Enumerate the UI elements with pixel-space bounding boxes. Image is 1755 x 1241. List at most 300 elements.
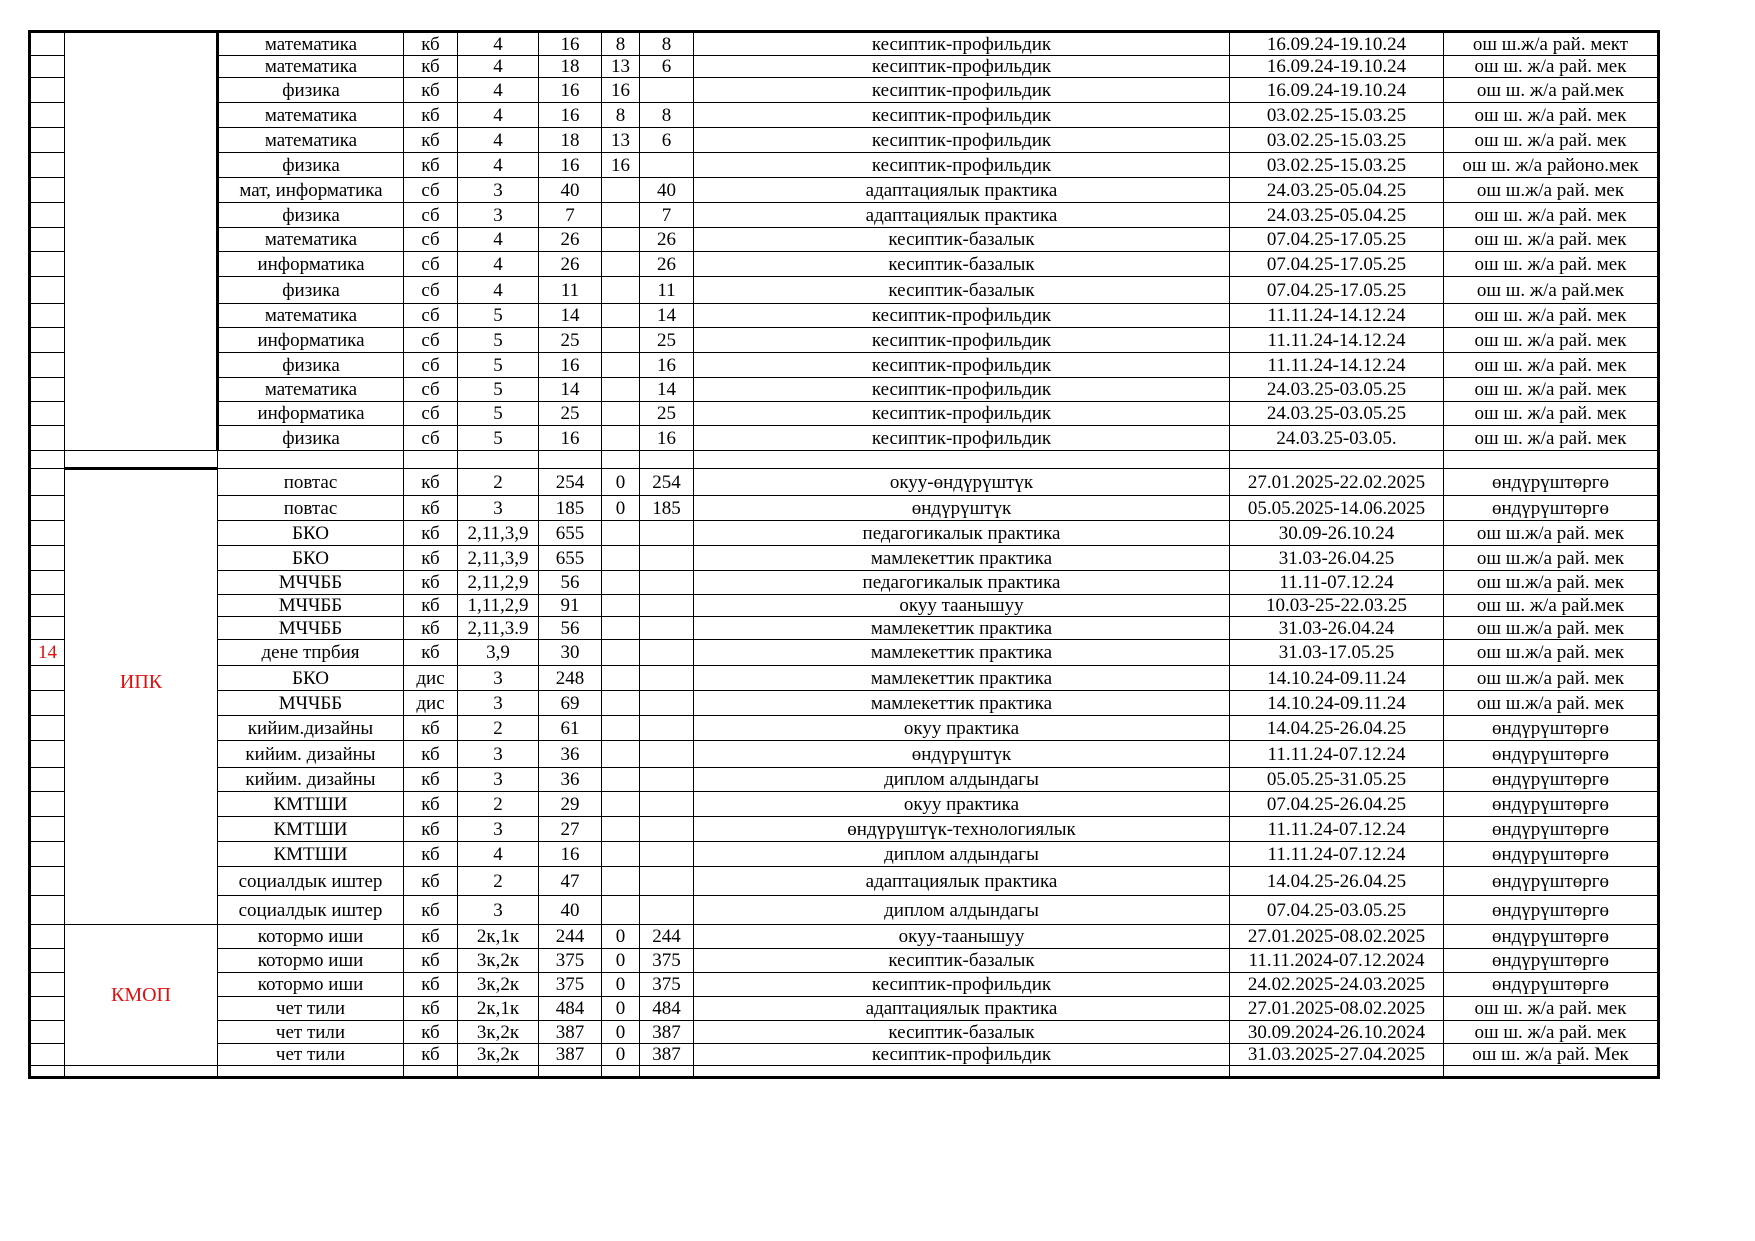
practice-type-cell: кесиптик-профильдик: [694, 353, 1230, 378]
count-cell: 26: [539, 228, 602, 252]
practice-type-cell: педагогикалык практика: [694, 571, 1230, 595]
form-cell: кб: [404, 1021, 458, 1044]
practice-type-cell: диплом алдындагы: [694, 768, 1230, 792]
row-number-cell: [30, 228, 65, 252]
count-a-cell: 16: [602, 78, 640, 103]
practice-type-cell: мамлекеттик практика: [694, 691, 1230, 716]
count-b-cell: [640, 867, 694, 896]
count-cell: 16: [539, 842, 602, 867]
location-cell: ош ш.ж/а рай. мек: [1444, 640, 1659, 666]
practice-type-cell: кесиптик-профильдик: [694, 328, 1230, 353]
count-cell: 25: [539, 328, 602, 353]
subject-cell: информатика: [218, 328, 404, 353]
empty-cell: [30, 1066, 65, 1078]
count-cell: 40: [539, 178, 602, 203]
table-row: [30, 768, 1659, 792]
count-a-cell: 0: [602, 925, 640, 949]
course-cell: 4: [458, 228, 539, 252]
form-cell: кб: [404, 595, 458, 617]
period-cell: 11.11.24-14.12.24: [1230, 353, 1444, 378]
count-b-cell: 254: [640, 469, 694, 496]
count-cell: 387: [539, 1021, 602, 1044]
empty-cell: [1444, 451, 1659, 469]
period-cell: 07.04.25-17.05.25: [1230, 277, 1444, 304]
count-a-cell: [602, 178, 640, 203]
empty-cell: [694, 1066, 1230, 1078]
form-cell: кб: [404, 741, 458, 768]
count-b-cell: [640, 153, 694, 178]
count-a-cell: 0: [602, 1044, 640, 1066]
empty-cell: [65, 1066, 218, 1078]
empty-cell: [1444, 1066, 1659, 1078]
practice-type-cell: окуу практика: [694, 792, 1230, 817]
empty-cell: [640, 451, 694, 469]
course-cell: 3: [458, 691, 539, 716]
table-row: [30, 378, 1659, 402]
table-row: [30, 353, 1659, 378]
subject-cell: БКО: [218, 666, 404, 691]
subject-cell: МЧЧББ: [218, 595, 404, 617]
location-cell: ош ш. ж/а рай. мек: [1444, 328, 1659, 353]
count-a-cell: [602, 546, 640, 571]
location-cell: ош ш. ж/а рай. мек: [1444, 402, 1659, 426]
empty-cell: [65, 451, 218, 469]
course-cell: 5: [458, 378, 539, 402]
empty-cell: [218, 451, 404, 469]
location-cell: ош ш.ж/а рай. мек: [1444, 571, 1659, 595]
period-cell: 30.09.2024-26.10.2024: [1230, 1021, 1444, 1044]
count-a-cell: [602, 617, 640, 640]
period-cell: 07.04.25-17.05.25: [1230, 252, 1444, 277]
period-cell: 24.03.25-05.04.25: [1230, 203, 1444, 228]
subject-cell: физика: [218, 203, 404, 228]
count-b-cell: 6: [640, 128, 694, 153]
table-row: [30, 1021, 1659, 1044]
row-number-cell: [30, 521, 65, 546]
count-cell: 375: [539, 949, 602, 973]
count-b-cell: [640, 817, 694, 842]
table-row: [30, 496, 1659, 521]
practice-type-cell: мамлекеттик практика: [694, 546, 1230, 571]
table-row: [30, 469, 1659, 496]
practice-type-cell: өндүрүштүк: [694, 496, 1230, 521]
count-cell: 40: [539, 896, 602, 925]
location-cell: өндүрүштөргө: [1444, 792, 1659, 817]
course-cell: 3к,2к: [458, 949, 539, 973]
count-b-cell: [640, 896, 694, 925]
count-a-cell: 8: [602, 32, 640, 56]
course-cell: 3: [458, 666, 539, 691]
count-cell: 25: [539, 402, 602, 426]
table-row: [30, 304, 1659, 328]
course-cell: 3к,2к: [458, 1021, 539, 1044]
count-cell: 61: [539, 716, 602, 741]
count-b-cell: 6: [640, 56, 694, 78]
subject-cell: котормо иши: [218, 949, 404, 973]
subject-cell: кийим.дизайны: [218, 716, 404, 741]
empty-cell: [404, 451, 458, 469]
count-a-cell: [602, 402, 640, 426]
location-cell: өндүрүштөргө: [1444, 867, 1659, 896]
count-cell: 18: [539, 128, 602, 153]
period-cell: 11.11.24-14.12.24: [1230, 328, 1444, 353]
period-cell: 14.04.25-26.04.25: [1230, 716, 1444, 741]
count-cell: 26: [539, 252, 602, 277]
location-cell: ош ш. ж/а рай. мек: [1444, 353, 1659, 378]
row-number-cell: [30, 304, 65, 328]
location-cell: өндүрүштөргө: [1444, 925, 1659, 949]
table-row: [30, 153, 1659, 178]
table-row: [30, 178, 1659, 203]
period-cell: 03.02.25-15.03.25: [1230, 153, 1444, 178]
table-row: [30, 792, 1659, 817]
count-a-cell: [602, 842, 640, 867]
count-b-cell: 375: [640, 949, 694, 973]
course-cell: 4: [458, 252, 539, 277]
subject-cell: физика: [218, 153, 404, 178]
period-cell: 14.04.25-26.04.25: [1230, 867, 1444, 896]
spacer-row: [30, 1066, 1659, 1078]
period-cell: 14.10.24-09.11.24: [1230, 691, 1444, 716]
form-cell: кб: [404, 617, 458, 640]
count-a-cell: [602, 252, 640, 277]
table-row: [30, 925, 1659, 949]
course-cell: 2: [458, 867, 539, 896]
practice-type-cell: кесиптик-профильдик: [694, 1044, 1230, 1066]
count-a-cell: 16: [602, 153, 640, 178]
course-cell: 3: [458, 203, 539, 228]
form-cell: кб: [404, 925, 458, 949]
empty-cell: [30, 451, 65, 469]
practice-type-cell: адаптациялык практика: [694, 203, 1230, 228]
form-cell: кб: [404, 768, 458, 792]
practice-schedule-table: [28, 30, 1660, 1079]
course-cell: 4: [458, 32, 539, 56]
location-cell: ош ш. ж/а рай. мек: [1444, 1021, 1659, 1044]
empty-cell: [1230, 451, 1444, 469]
count-b-cell: [640, 666, 694, 691]
course-cell: 3,9: [458, 640, 539, 666]
subject-cell: КМТШИ: [218, 842, 404, 867]
count-b-cell: 26: [640, 252, 694, 277]
practice-type-cell: окуу-өндүрүштүк: [694, 469, 1230, 496]
count-a-cell: 0: [602, 1021, 640, 1044]
subject-cell: математика: [218, 128, 404, 153]
table-row: [30, 716, 1659, 741]
practice-type-cell: кесиптик-базалык: [694, 228, 1230, 252]
row-number-cell: [30, 203, 65, 228]
location-cell: ош ш. ж/а рай. мек: [1444, 997, 1659, 1021]
form-cell: кб: [404, 997, 458, 1021]
empty-cell: [1230, 1066, 1444, 1078]
row-number-cell: [30, 997, 65, 1021]
course-cell: 5: [458, 304, 539, 328]
count-a-cell: [602, 571, 640, 595]
row-number-cell: [30, 716, 65, 741]
location-cell: ош ш.ж/а рай. мек: [1444, 691, 1659, 716]
subject-cell: КМТШИ: [218, 817, 404, 842]
table-row: [30, 426, 1659, 451]
form-cell: сб: [404, 228, 458, 252]
course-cell: 3: [458, 768, 539, 792]
form-cell: кб: [404, 56, 458, 78]
location-cell: ош ш. ж/а рай. мек: [1444, 56, 1659, 78]
table-row: [30, 328, 1659, 353]
form-cell: кб: [404, 496, 458, 521]
practice-type-cell: кесиптик-профильдик: [694, 153, 1230, 178]
practice-type-cell: диплом алдындагы: [694, 842, 1230, 867]
subject-cell: повтас: [218, 469, 404, 496]
count-b-cell: [640, 546, 694, 571]
form-cell: кб: [404, 1044, 458, 1066]
subject-cell: МЧЧББ: [218, 691, 404, 716]
period-cell: 31.03-17.05.25: [1230, 640, 1444, 666]
count-a-cell: 13: [602, 128, 640, 153]
practice-type-cell: кесиптик-профильдик: [694, 304, 1230, 328]
form-cell: сб: [404, 203, 458, 228]
practice-type-cell: кесиптик-профильдик: [694, 973, 1230, 997]
course-cell: 2: [458, 716, 539, 741]
period-cell: 31.03-26.04.24: [1230, 617, 1444, 640]
row-number-cell: [30, 842, 65, 867]
empty-cell: [640, 1066, 694, 1078]
row-number-cell: 14: [30, 640, 65, 666]
location-cell: өндүрүштөргө: [1444, 817, 1659, 842]
location-cell: өндүрүштөргө: [1444, 741, 1659, 768]
count-cell: 56: [539, 617, 602, 640]
form-cell: кб: [404, 78, 458, 103]
count-a-cell: 13: [602, 56, 640, 78]
count-a-cell: 0: [602, 949, 640, 973]
row-number-cell: [30, 595, 65, 617]
form-cell: кб: [404, 521, 458, 546]
empty-cell: [539, 1066, 602, 1078]
form-cell: кб: [404, 32, 458, 56]
row-number-cell: [30, 768, 65, 792]
row-number-cell: [30, 56, 65, 78]
period-cell: 27.01.2025-08.02.2025: [1230, 997, 1444, 1021]
count-a-cell: [602, 277, 640, 304]
practice-type-cell: мамлекеттик практика: [694, 617, 1230, 640]
count-cell: 387: [539, 1044, 602, 1066]
row-number-cell: [30, 496, 65, 521]
count-cell: 655: [539, 546, 602, 571]
subject-cell: кийим. дизайны: [218, 768, 404, 792]
empty-cell: [458, 1066, 539, 1078]
row-number-cell: [30, 1044, 65, 1066]
form-cell: сб: [404, 353, 458, 378]
form-cell: кб: [404, 128, 458, 153]
course-cell: 5: [458, 402, 539, 426]
empty-cell: [694, 451, 1230, 469]
count-a-cell: [602, 595, 640, 617]
count-cell: 16: [539, 426, 602, 451]
count-cell: 185: [539, 496, 602, 521]
period-cell: 31.03-26.04.25: [1230, 546, 1444, 571]
course-cell: 2,11,3,9: [458, 521, 539, 546]
course-cell: 3: [458, 896, 539, 925]
location-cell: ош ш. ж/а рай. мек: [1444, 426, 1659, 451]
count-a-cell: [602, 328, 640, 353]
location-cell: ош ш. ж/а рай.мек: [1444, 78, 1659, 103]
course-cell: 3: [458, 817, 539, 842]
table-row: [30, 741, 1659, 768]
count-b-cell: 484: [640, 997, 694, 1021]
form-cell: сб: [404, 402, 458, 426]
count-a-cell: [602, 817, 640, 842]
period-cell: 16.09.24-19.10.24: [1230, 32, 1444, 56]
period-cell: 27.01.2025-08.02.2025: [1230, 925, 1444, 949]
count-cell: 14: [539, 378, 602, 402]
count-a-cell: [602, 867, 640, 896]
location-cell: ош ш.ж/а рай. мек: [1444, 546, 1659, 571]
practice-type-cell: окуу-таанышуу: [694, 925, 1230, 949]
row-number-cell: [30, 103, 65, 128]
count-cell: 18: [539, 56, 602, 78]
course-cell: 4: [458, 153, 539, 178]
practice-type-cell: окуу таанышуу: [694, 595, 1230, 617]
location-cell: өндүрүштөргө: [1444, 768, 1659, 792]
subject-cell: кийим. дизайны: [218, 741, 404, 768]
count-cell: 69: [539, 691, 602, 716]
row-number-cell: [30, 949, 65, 973]
subject-cell: информатика: [218, 252, 404, 277]
period-cell: 16.09.24-19.10.24: [1230, 78, 1444, 103]
count-a-cell: 0: [602, 469, 640, 496]
practice-type-cell: кесиптик-базалык: [694, 949, 1230, 973]
table-row: [30, 128, 1659, 153]
form-cell: сб: [404, 178, 458, 203]
count-a-cell: [602, 640, 640, 666]
location-cell: өндүрүштөргө: [1444, 949, 1659, 973]
count-b-cell: 7: [640, 203, 694, 228]
period-cell: 24.03.25-03.05.: [1230, 426, 1444, 451]
table-row: [30, 666, 1659, 691]
count-cell: 16: [539, 353, 602, 378]
period-cell: 07.04.25-26.04.25: [1230, 792, 1444, 817]
count-cell: 16: [539, 103, 602, 128]
subject-cell: физика: [218, 277, 404, 304]
practice-type-cell: кесиптик-профильдик: [694, 32, 1230, 56]
course-cell: 4: [458, 56, 539, 78]
subject-cell: чет тили: [218, 1021, 404, 1044]
count-cell: 27: [539, 817, 602, 842]
count-a-cell: 0: [602, 496, 640, 521]
row-number-cell: [30, 153, 65, 178]
practice-type-cell: окуу практика: [694, 716, 1230, 741]
course-cell: 5: [458, 353, 539, 378]
count-b-cell: 8: [640, 32, 694, 56]
form-cell: кб: [404, 973, 458, 997]
location-cell: ош ш. ж/а рай. мек: [1444, 378, 1659, 402]
course-cell: 5: [458, 328, 539, 353]
subject-cell: математика: [218, 228, 404, 252]
table-row: [30, 973, 1659, 997]
table-row: [30, 640, 1659, 666]
count-a-cell: 0: [602, 997, 640, 1021]
count-a-cell: 0: [602, 973, 640, 997]
subject-cell: физика: [218, 353, 404, 378]
table-row: [30, 252, 1659, 277]
count-b-cell: 375: [640, 973, 694, 997]
course-cell: 5: [458, 426, 539, 451]
form-cell: дис: [404, 666, 458, 691]
count-cell: 16: [539, 32, 602, 56]
row-number-cell: [30, 252, 65, 277]
row-number-cell: [30, 691, 65, 716]
period-cell: 07.04.25-03.05.25: [1230, 896, 1444, 925]
form-cell: сб: [404, 252, 458, 277]
period-cell: 11.11.24-07.12.24: [1230, 842, 1444, 867]
row-number-cell: [30, 353, 65, 378]
group-cell: КМОП: [65, 925, 218, 1066]
subject-cell: физика: [218, 426, 404, 451]
row-number-cell: [30, 32, 65, 56]
table-row: [30, 617, 1659, 640]
count-a-cell: 8: [602, 103, 640, 128]
form-cell: кб: [404, 896, 458, 925]
count-cell: 655: [539, 521, 602, 546]
count-cell: 47: [539, 867, 602, 896]
table-row: [30, 595, 1659, 617]
row-number-cell: [30, 1021, 65, 1044]
empty-cell: [602, 451, 640, 469]
location-cell: ош ш. ж/а рай. мек: [1444, 103, 1659, 128]
course-cell: 4: [458, 103, 539, 128]
course-cell: 3: [458, 741, 539, 768]
table-row: [30, 546, 1659, 571]
row-number-cell: [30, 469, 65, 496]
row-number-cell: [30, 178, 65, 203]
subject-cell: дене тпрбия: [218, 640, 404, 666]
count-b-cell: [640, 78, 694, 103]
form-cell: кб: [404, 546, 458, 571]
course-cell: 3к,2к: [458, 973, 539, 997]
location-cell: ош ш.ж/а рай. мек: [1444, 521, 1659, 546]
row-number-cell: [30, 402, 65, 426]
table-row: [30, 277, 1659, 304]
form-cell: сб: [404, 378, 458, 402]
period-cell: 11.11.24-07.12.24: [1230, 817, 1444, 842]
period-cell: 30.09-26.10.24: [1230, 521, 1444, 546]
count-b-cell: 40: [640, 178, 694, 203]
count-a-cell: [602, 666, 640, 691]
form-cell: сб: [404, 277, 458, 304]
count-b-cell: 8: [640, 103, 694, 128]
subject-cell: котормо иши: [218, 925, 404, 949]
form-cell: дис: [404, 691, 458, 716]
subject-cell: математика: [218, 378, 404, 402]
practice-type-cell: өндүрүштүк-технологиялык: [694, 817, 1230, 842]
row-number-cell: [30, 867, 65, 896]
course-cell: 3: [458, 496, 539, 521]
form-cell: кб: [404, 716, 458, 741]
count-b-cell: [640, 716, 694, 741]
count-b-cell: [640, 595, 694, 617]
form-cell: кб: [404, 817, 458, 842]
location-cell: ош ш.ж/а рай. мект: [1444, 32, 1659, 56]
row-number-cell: [30, 328, 65, 353]
course-cell: 2,11,2,9: [458, 571, 539, 595]
practice-type-cell: кесиптик-профильдик: [694, 56, 1230, 78]
table-row: [30, 228, 1659, 252]
practice-type-cell: кесиптик-профильдик: [694, 103, 1230, 128]
course-cell: 4: [458, 842, 539, 867]
count-a-cell: [602, 691, 640, 716]
period-cell: 07.04.25-17.05.25: [1230, 228, 1444, 252]
form-cell: кб: [404, 949, 458, 973]
row-number-cell: [30, 426, 65, 451]
